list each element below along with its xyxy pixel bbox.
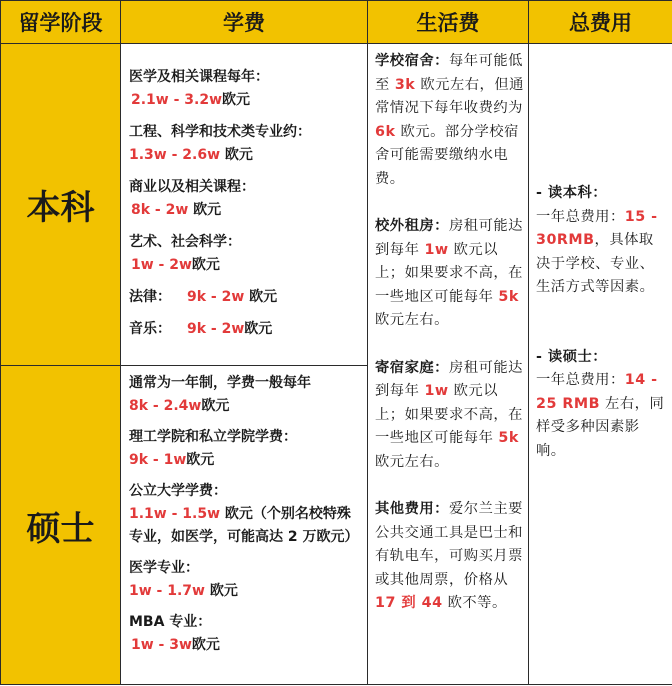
undergrad-tuition-cell	[121, 44, 368, 366]
living-other	[375, 498, 524, 616]
tuition-item	[129, 286, 361, 309]
tuition-label: 商业以及相关课程：	[129, 179, 255, 195]
living-text: 爱尔兰主要公共交通工具是巴士和有轨电车，可购买月票或其他周票，价格从	[375, 501, 523, 588]
tuition-unit: 欧元	[220, 147, 253, 163]
tuition-unit: 欧元	[186, 452, 215, 468]
header-stage: 留学阶段	[1, 1, 121, 44]
total-master-label: - 读硕士：	[536, 348, 608, 365]
total-master	[536, 346, 668, 464]
tuition-unit: 欧元	[204, 583, 238, 599]
tuition-item	[129, 426, 361, 472]
living-value: 1w	[424, 241, 449, 258]
living-other-label: 其他费用：	[375, 501, 449, 517]
living-value: 5k	[498, 288, 519, 305]
tuition-unit: 欧元	[244, 289, 278, 305]
tuition-value: 9k - 2w	[187, 321, 245, 337]
living-text: 欧元。部分学校宿舍可能需要缴纳水电费。	[375, 123, 519, 187]
tuition-unit: 欧元	[201, 398, 230, 414]
tuition-item	[129, 318, 361, 341]
total-undergrad	[536, 182, 668, 300]
tuition-item	[129, 372, 361, 418]
living-text: 欧元以上；如果要求不高，在一些地区可能每年	[375, 241, 523, 305]
tuition-value: 1w - 1.7w	[129, 583, 205, 599]
tuition-value: 1w - 3w	[131, 637, 192, 653]
tuition-label: 工程、科学和技术类专业约：	[129, 124, 311, 140]
living-text: 欧元以上；如果要求不高，在一些地区可能每年	[375, 383, 523, 446]
living-rent-label: 校外租房：	[375, 218, 449, 234]
tuition-unit: 欧元	[188, 202, 222, 218]
tuition-value: 1.1w - 1.5w	[129, 506, 221, 522]
living-text: 欧元左右。	[375, 453, 449, 470]
living-text: 欧元左右。	[375, 312, 449, 328]
tuition-label: 艺术、社会科学：	[129, 234, 241, 250]
tuition-item	[129, 557, 361, 603]
tuition-value: 2.1w - 3.2w	[131, 92, 223, 108]
living-text: 房租可能达到每年	[375, 359, 523, 399]
tuition-unit: 欧元（个别名校特殊专业，如医学，可能高达 2 万欧元）	[129, 506, 359, 545]
tuition-value: 9k - 1w	[129, 452, 187, 468]
living-rent	[375, 215, 524, 333]
header-tuition: 学费	[121, 1, 368, 44]
total-value: 14 - 25 RMB	[536, 372, 658, 412]
tuition-unit: 欧元	[191, 257, 220, 273]
tuition-label: 理工学院和私立学院学费：	[129, 429, 297, 445]
tuition-value: 1.3w - 2.6w	[129, 147, 221, 163]
tuition-label: MBA 专业：	[129, 614, 212, 630]
undergrad-row	[1, 44, 672, 366]
total-text: 一年总费用：	[536, 208, 625, 225]
total-text: 左右，同样受多种因素影响。	[536, 395, 665, 459]
total-text: 一年总费用：	[536, 372, 625, 388]
total-cost-cell	[529, 44, 672, 685]
tuition-item	[129, 66, 361, 112]
master-tuition-cell	[121, 366, 368, 685]
tuition-label: 通常为一年制，学费一般每年	[129, 375, 311, 391]
living-homestay-label: 寄宿家庭：	[375, 359, 449, 376]
header-living: 生活费	[368, 1, 529, 44]
tuition-unit: 欧元	[244, 321, 273, 337]
living-dorm-label: 学校宿舍：	[375, 53, 449, 69]
living-text: 每年可能低至	[375, 53, 523, 93]
tuition-value: 1w - 2w	[131, 257, 192, 273]
living-text: 欧不等。	[442, 595, 507, 611]
tuition-label: 医学专业：	[129, 560, 199, 576]
tuition-label: 公立大学学费：	[129, 483, 227, 499]
header-row	[1, 1, 672, 44]
tuition-item	[129, 480, 361, 549]
tuition-unit: 欧元	[222, 92, 251, 108]
living-text: 欧元左右，但通常情况下每年收费约为	[375, 76, 524, 116]
tuition-item	[129, 611, 361, 657]
living-text: 房租可能达到每年	[375, 218, 523, 258]
header-total: 总费用	[529, 1, 672, 44]
tuition-label: 法律：	[129, 289, 171, 305]
tuition-item	[129, 231, 361, 277]
stage-undergrad: 本科	[1, 44, 121, 366]
total-text: ，具体取决于学校、专业、生活方式等因素。	[536, 232, 655, 295]
living-value: 1w	[424, 383, 449, 399]
tuition-value: 9k - 2w	[187, 289, 245, 305]
tuition-item	[129, 176, 361, 222]
living-value: 3k	[394, 76, 416, 93]
tuition-label: 音乐：	[129, 321, 171, 337]
tuition-label: 医学及相关课程每年：	[129, 69, 269, 85]
tuition-unit: 欧元	[191, 637, 220, 653]
total-value: 15 - 30RMB	[536, 208, 658, 248]
living-dorm	[375, 50, 524, 191]
stage-master: 硕士	[1, 366, 121, 685]
tuition-value: 8k - 2w	[131, 202, 189, 218]
tuition-value: 8k - 2.4w	[129, 398, 202, 414]
living-value: 6k	[375, 123, 396, 140]
living-homestay	[375, 357, 524, 475]
living-value: 17 到 44	[375, 595, 443, 611]
tuition-item	[129, 121, 361, 167]
living-value: 5k	[498, 430, 519, 446]
total-undergrad-label: - 读本科：	[536, 185, 608, 201]
living-cost-cell	[368, 44, 529, 685]
